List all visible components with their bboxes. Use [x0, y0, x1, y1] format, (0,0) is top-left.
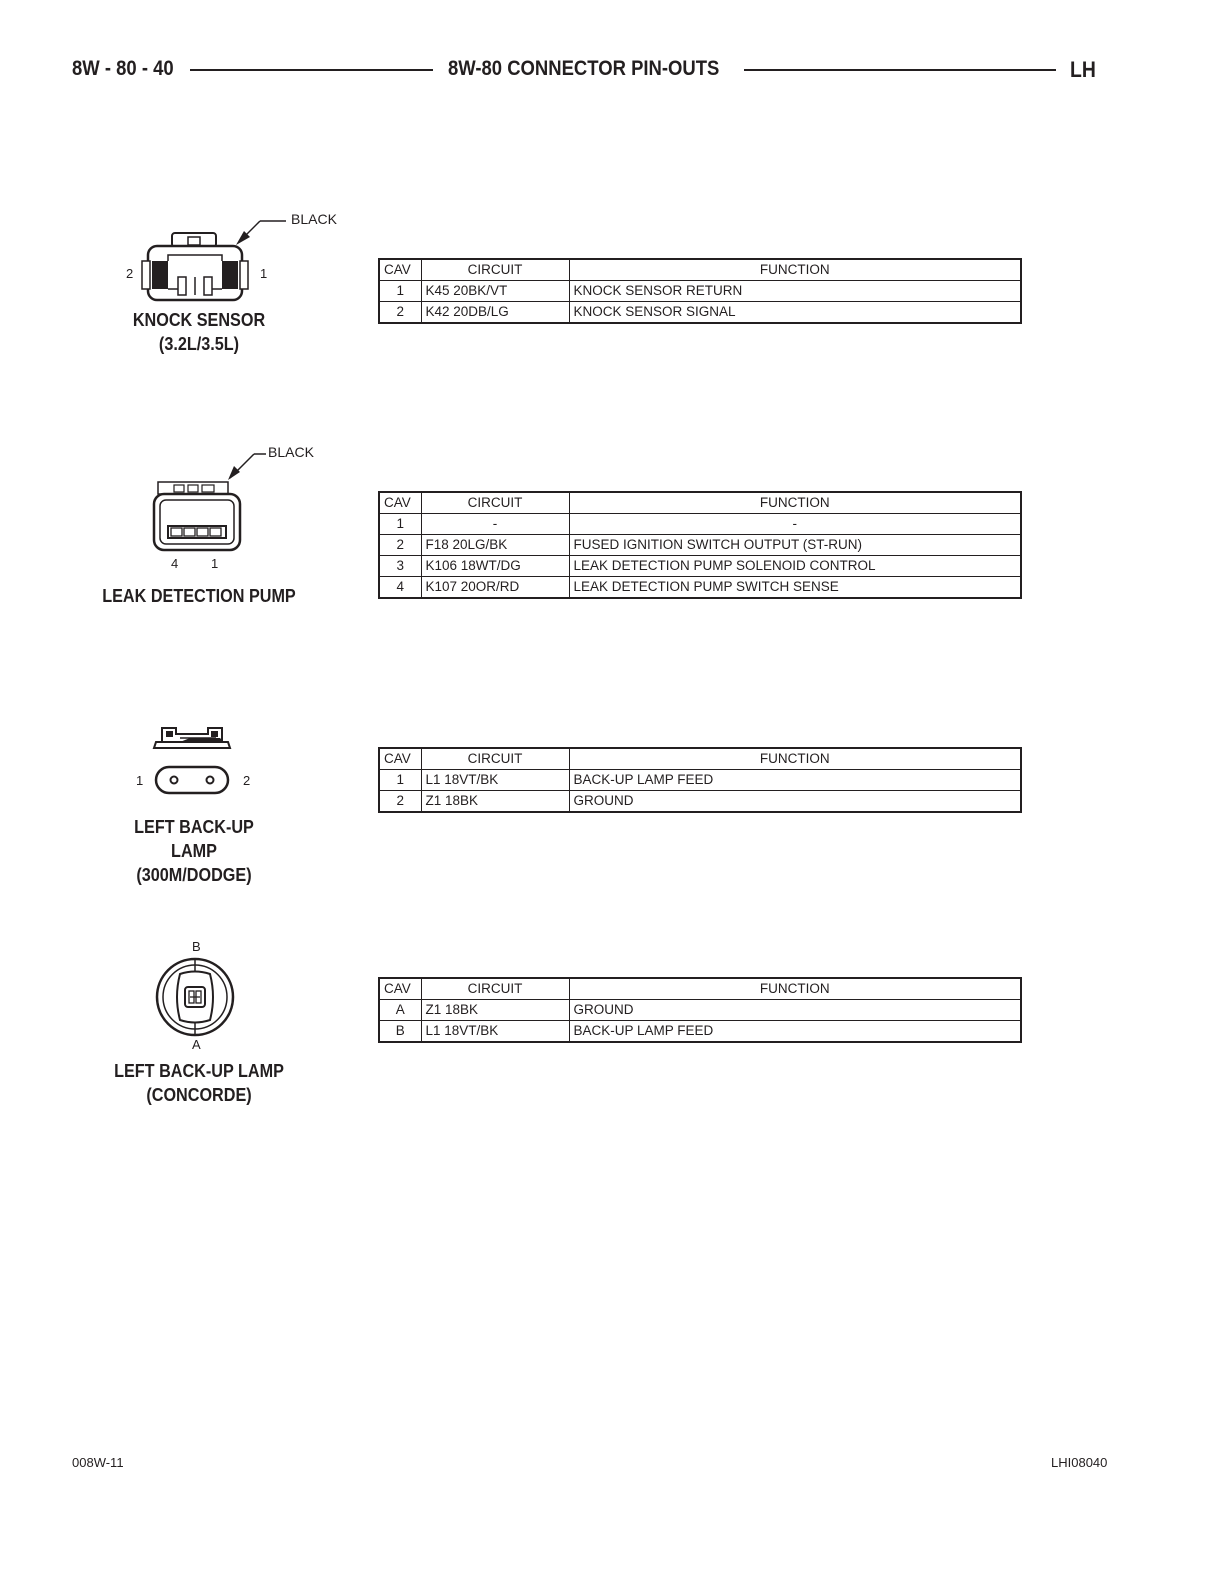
function-cell: LEAK DETECTION PUMP SOLENOID CONTROL: [569, 556, 1021, 577]
circuit-cell: L1 18VT/BK: [421, 770, 569, 791]
table-row: [379, 281, 1021, 302]
footer-doc-code: 008W-11: [72, 1455, 124, 1470]
left-backup-lamp-concorde-pin-label-a: A: [192, 1037, 201, 1052]
cav-cell: B: [379, 1021, 421, 1043]
circuit-cell: L1 18VT/BK: [421, 1021, 569, 1043]
function-cell: BACK-UP LAMP FEED: [569, 1021, 1021, 1043]
knock-sensor-pinout-table: [378, 258, 1022, 324]
left-backup-lamp-300m-pinout-table: [378, 747, 1022, 813]
circuit-cell: K45 20BK/VT: [421, 281, 569, 302]
column-header-cav: CAV: [379, 492, 421, 514]
table-row: [379, 577, 1021, 599]
function-cell: KNOCK SENSOR RETURN: [569, 281, 1021, 302]
circuit-cell: F18 20LG/BK: [421, 535, 569, 556]
function-cell: -: [569, 514, 1021, 535]
table-header-row: [379, 492, 1021, 514]
function-cell: LEAK DETECTION PUMP SWITCH SENSE: [569, 577, 1021, 599]
column-header-function: FUNCTION: [569, 748, 1021, 770]
table-header-row: [379, 259, 1021, 281]
left-backup-lamp-300m-pin-label-2: 2: [243, 773, 251, 788]
knock-sensor-label: KNOCK SENSOR (3.2L/3.5L): [132, 310, 266, 354]
table-row: [379, 1021, 1021, 1043]
function-cell: KNOCK SENSOR SIGNAL: [569, 302, 1021, 324]
table-row: [379, 556, 1021, 577]
cav-cell: 3: [379, 556, 421, 577]
left-backup-lamp-concorde-pinout-table: [378, 977, 1022, 1043]
column-header-function: FUNCTION: [569, 492, 1021, 514]
knock-sensor-color-callout: BLACK: [291, 211, 337, 227]
function-cell: BACK-UP LAMP FEED: [569, 770, 1021, 791]
column-header-circuit: CIRCUIT: [421, 978, 569, 1000]
column-header-cav: CAV: [379, 748, 421, 770]
column-header-cav: CAV: [379, 978, 421, 1000]
table-row: [379, 770, 1021, 791]
leak-detection-pump-pin-label-4: 4: [171, 556, 179, 571]
left-backup-lamp-concorde-label: LEFT BACK-UP LAMP (CONCORDE): [114, 1061, 284, 1105]
table-header-row: [379, 748, 1021, 770]
circuit-cell: Z1 18BK: [421, 791, 569, 813]
left-backup-lamp-300m-pin-label-1: 1: [136, 773, 144, 788]
header-rule-left: [190, 69, 433, 71]
cav-cell: 1: [379, 770, 421, 791]
leak-detection-pump-pinout-table: [378, 491, 1022, 599]
left-backup-lamp-300m-connector-icon: [140, 720, 250, 800]
cav-cell: 2: [379, 791, 421, 813]
page-title: 8W-80 CONNECTOR PIN-OUTS: [448, 57, 720, 80]
circuit-cell: Z1 18BK: [421, 1000, 569, 1021]
table-header-row: [379, 978, 1021, 1000]
header-rule-right: [744, 69, 1056, 71]
cav-cell: 1: [379, 281, 421, 302]
left-backup-lamp-concorde-connector-icon: [150, 955, 240, 1045]
circuit-cell: K42 20DB/LG: [421, 302, 569, 324]
knock-sensor-pin-label-1: 1: [260, 266, 268, 281]
column-header-function: FUNCTION: [569, 978, 1021, 1000]
table-row: [379, 791, 1021, 813]
function-cell: GROUND: [569, 791, 1021, 813]
function-cell: GROUND: [569, 1000, 1021, 1021]
leak-detection-pump-connector-icon: [140, 440, 280, 560]
circuit-cell: -: [421, 514, 569, 535]
footer-image-id: LHI08040: [1051, 1455, 1108, 1470]
cav-cell: 2: [379, 302, 421, 324]
cav-cell: 2: [379, 535, 421, 556]
table-row: [379, 535, 1021, 556]
leak-detection-pump-label: LEAK DETECTION PUMP: [102, 586, 296, 606]
table-row: [379, 514, 1021, 535]
function-cell: FUSED IGNITION SWITCH OUTPUT (ST-RUN): [569, 535, 1021, 556]
page-number: 8W - 80 - 40: [72, 57, 174, 80]
table-row: [379, 302, 1021, 324]
column-header-circuit: CIRCUIT: [421, 748, 569, 770]
column-header-cav: CAV: [379, 259, 421, 281]
column-header-function: FUNCTION: [569, 259, 1021, 281]
leak-detection-pump-color-callout: BLACK: [268, 444, 314, 460]
leak-detection-pump-pin-label-1: 1: [211, 556, 219, 571]
knock-sensor-pin-label-2: 2: [126, 266, 134, 281]
left-backup-lamp-concorde-pin-label-b: B: [192, 939, 201, 954]
left-backup-lamp-300m-label: LEFT BACK-UP LAMP (300M/DODGE): [134, 817, 254, 885]
cav-cell: A: [379, 1000, 421, 1021]
section-code: LH: [1070, 57, 1096, 82]
column-header-circuit: CIRCUIT: [421, 492, 569, 514]
cav-cell: 4: [379, 577, 421, 599]
circuit-cell: K107 20OR/RD: [421, 577, 569, 599]
circuit-cell: K106 18WT/DG: [421, 556, 569, 577]
table-row: [379, 1000, 1021, 1021]
column-header-circuit: CIRCUIT: [421, 259, 569, 281]
cav-cell: 1: [379, 514, 421, 535]
